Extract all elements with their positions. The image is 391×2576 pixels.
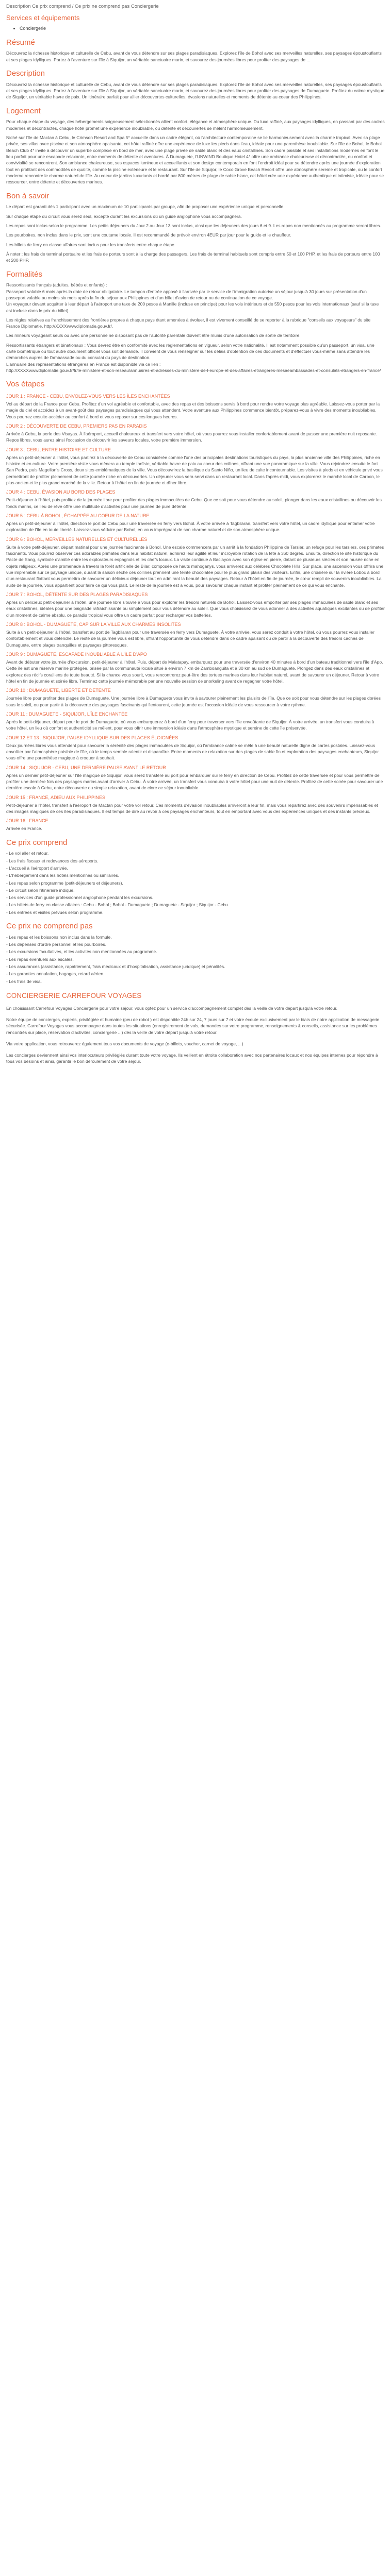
services-title: Services et équipements (6, 13, 80, 22)
description-title: Description (6, 69, 45, 78)
day-title: JOUR 12 ET 13 : SIQUIJOR, PAUSE IDYLLIQUE SUR DES PLAGES ÉLOIGNÉES (6, 735, 178, 740)
day-title: JOUR 4 : CEBU, ÉVASION AU BORD DES PLAGES (6, 489, 116, 495)
day-title: JOUR 6 : BOHOL, MERVEILLES NATURELLES ET CULTURELLES (6, 536, 148, 542)
bon-a-savoir-paragraph: Les pourboires, non inclus dans le prix, sont une coutume locale. Il est recommandé de prévoir environ 4EUR par jour pour le guide et le chauffeur. (6, 232, 291, 238)
day-text: Vol au départ de la France pour Cebu. Profitez d'un vol agréable et confortable, avec des repas et des boissons servis à bord pour rendre votre voyage plus agréable. Laissez-vous porter par la magie du ciel et accédez à un avant-goût des paysages paradisiaques qui vous attendent. Votre aventure aux Philippines commence bientôt, préparez-vous à vivre des moments inoubliables. Vous pourrez ensuite accéder au confort à bord et vous reposer sur ces longues heures. (6, 401, 380, 419)
list-item: - Les garanties annulation, bagages, retard aérien. (6, 971, 105, 977)
day-title: JOUR 5 : CEBU À BOHOL, ÉCHAPPÉE AU COEUR DE LA NATURE (6, 513, 150, 519)
conciergerie-block (6, 1005, 385, 1065)
formalites-block (6, 282, 385, 374)
services-list (6, 25, 385, 32)
resume-title: Résumé (6, 38, 35, 47)
day-text: Après un petit-déjeuner à l'hôtel, direction le port de Cebu pour une traversée en ferry vers Bohol. À votre arrivée à Tagbilaran, transfert vers votre hôtel, un cadre idyllique pour entamer votre exploration de l'île en toute liberté. Laissez-vous séduire par Bohol, en vous imprégnant de son charme naturel et de son atmosphère unique. (6, 521, 375, 533)
formalites-title: Formalités (6, 269, 43, 279)
logement-block (6, 118, 385, 185)
day-text: Avant de débuter votre journée d'excursion, petit-déjeuner à l'hôtel. Puis, départ de Malatapay, embarquez pour une traversée d'environ 40 minutes à bord d'un bateau traditionnel vers l'île d'Apo. Cette île est une réserve marine protégée, prisée par la communauté locale situé à environ 7 km de Zamboanguita et à 30 km au sud de Dumaguete. Plongez dans des eaux cristallines et explorez des récifs coralliens de toute beauté. Si la chance vous sourit, vous rencontrerez peut-être des tortues marines dans leur habitat naturel, avant de savourer un déjeuner. Retour à votre hôtel en fin de journée et soirée libre. Terminez cette journée mémorable par une nouvelle session de snorkeling avant de regagner votre hôtel. (6, 659, 383, 684)
logement-paragraph: Niché sur l'île de Mactan à Cebu, le Crimson Resort and Spa 5* accueille dans un cadre élégant, où l'architecture contemporaine se lie harmonieusement avec la charme tropical. Avec sa plage privée, ses villas avec piscine et son atmosphère apaisante, cet hôtel raffiné offre une expérience de luxe les pieds dans l'eau, idéale pour une parenthèse inoubliable. Sur l'île de Bohol, le Bohol Beach Club 4* invite à découvrir un superbe complexe en bord de mer, avec une plage privée de sable blanc et des eaux cristallines. Son cadre paisible et ses installations modernes en font le lieu parfait pour une escapade relaxante, entre moments de détente et aventures. À Dumaguete, l'UNWIND Boutique Hotel 4* offre une ambiance chaleureuse et décontractée, ou confort et convivialité se rencontrent. Son ambiance chaleureuse, ses espaces lumineux et accueillants et son design contemporain en font l'endroit idéal pour se détendre après une journée d'exploration tout en profitant des commodités de qualité, comme la piscine extérieure et le restaurant. Sur l'île de Siquijor, le Coco Grove Beach Resort offre une atmosphère sereine et tropicale, ou le confort moderne rencontre le charme naturel de l'île. Au coeur de jardins luxuriants et bordé par 800 mètres de plage de sable blanc, cet hôtel crée une expérience authentique et intimiste, idéale pour se ressourcer, entre détente et découvertes marines. (6, 135, 384, 185)
ce-prix-ne-comprend-pas-title: Ce prix ne comprend pas (6, 922, 93, 931)
bon-a-savoir-title: Bon à savoir (6, 191, 50, 200)
conciergerie-paragraph: Les concierges deviennent ainsi vos interlocuteurs privilégiés durant toute votre voyage. Ils veillent en étroite collaboration avec nos partenaires locaux et nos équipes internes pour répondre à tous vos besoins et ainsi, garantir le bon déroulement de votre séjour. (6, 1053, 378, 1064)
description-text: Découvrez la richesse historique et culturelle de Cebu, avant de vous détendre sur ses plages paradisiaques. Explorez l'île de Bohol avec ses merveilles naturelles, ses paysages époustouflants et ses plages idylliques. Partez à l'aventure sur l'île à Siquijor, un véritable sanctuaire marin, et savourez des journées libres pour profiter des paysages de Dumaguete. Profitez du calme mystique de Siquijor, un véritable havre de paix. Un itinéraire parfait pour allier découvertes culturelles, évasions naturelles et moments de détente au coeur des Philippines. (6, 81, 385, 100)
day-title: JOUR 2 : DÉCOUVERTE DE CEBU, PREMIERS PAS EN PARADIS (6, 423, 147, 429)
day-title: JOUR 3 : CEBU, ENTRE HISTOIRE ET CULTURE (6, 447, 111, 452)
tab-line: Description Ce prix comprend / Ce prix ne comprend pas Conciergerie (6, 4, 159, 9)
day-title: JOUR 11 : DUMAGUETE - SIQUIJOR, L'ÎLE ENCHANTÉE (6, 711, 128, 717)
list-item: - Les services d'un guide professionnel anglophone pendant les excursions. (6, 895, 154, 901)
ce-prix-ne-comprend-pas-list (6, 934, 385, 985)
list-item: - Les repas et les boissons non inclus dans la formule. (6, 934, 112, 940)
list-item: - Les assurances (assistance, rapatriement, frais médicaux et d'hospitalisation, assistance juridique) et pénalités. (6, 964, 225, 970)
bon-a-savoir-block (6, 204, 385, 263)
resume-text: Découvrez la richesse historique et culturelle de Cebu, avant de vous détendre sur ses plages paradisiaques. Explorez l'île de Bohol avec ses merveilles naturelles, ses paysages époustouflants et ses plages idylliques. Partez à l'aventure sur l'île à Siquijor, un véritable sanctuaire marin, et savourez des journées libres pour profiter des paysages de ... (6, 50, 382, 62)
formalites-paragraph: Ressortissants étrangers et binationaux : Vous devrez être en conformité avec les réglementations en vigueur, selon votre nationalité. Il est notamment possible qu'un passeport, un visa, une carte biométrique ou tout autre document officiel vous soit demandé. Il convient de vous renseigner sur les délais d'obtention de ces documents et d'effectuer vous-même sans attendre les démarches auprès de l'ambassade ou du consulat du pays de destination. L'annuaire des représentations étrangères en France est disponible via ce lien : http://XXXXwwwdiplomatie.gouv.fr/fr/le-ministere-et-son-reseau/annuaires-et-adresses-du-ministere-de-l-europe-et-des-affaires-etrangeres-mesaeambassades-et-consulats-etrangers-en-france/ (6, 342, 381, 374)
list-item: - L'accueil à l'aéroport d'arrivée. (6, 865, 68, 871)
day-text: Deux journées libres vous attendent pour savourer la sérénité des plages immaculées de Siquijor, où l'ambiance calme se mêle à une beauté naturelle digne de cartes postales. Laissez-vous envoûter par l'atmosphère paisible de l'île, où le temps semble ralentir et disparaître. Entre moments de relaxation sur des plages de sable fin et exploration des paysages enchanteurs, Siquijor vous offre une parenthèse magique à croquer à souhait. (6, 742, 379, 761)
formalites-paragraph: Les règles relatives au franchissement des frontières propres à chaque pays étant amenées à évoluer, il est vivement conseillé de se reporter à la rubrique "conseils aux voyageurs" du site France Diplomatie, http://XXXXwwwdiplomatie.gouv.fr/. (6, 317, 371, 329)
formalites-paragraph: Ressortissants français (adultes, bébés et enfants) : Passeport valable 6 mois après la date de retour obligatoire. Le tampon d'entrée apposé à l'arrivée par le service de l'immigration autorise un séjour jusqu'à 30 jours sur présentation d'un passeport valable au moins six mois après la fin du séjour aux Philippines et d'un billet d'avion de retour ou de continuation de ce voyage. Un voyageur devant acquitter à leur départ à l'aéroport une taxe de 200 pesos à Manille (incluse en principe) pour les vols intérieurs et de 550 pesos pour les vols internationaux (sauf si la taxe est incluse dans le prix du billet). (6, 282, 379, 313)
bon-a-savoir-paragraph: À noter : les frais de terminal portuaire et les frais de porteurs sont à la charge des passagers. Les frais de terminal habituels sont compris entre 50 et 100 PHP, et les frais de porteurs entre 100 et 200 PHP. (6, 251, 380, 263)
day-text: Après un dernier petit-déjeuner sur l'île magique de Siquijor, vous serez transféré au port pour embarquer sur le ferry en direction de Cebu. Profitez de cette traversée et pour vous permettre de profiter une dernière fois des paysages marins avant d'arriver à Cebu. À votre arrivée, un transfert vous conduira à votre hôtel pour une nuit de détente. Profitez de cette soirée pour savourer une dernière escale à Cebu, entre découverte ou simple relaxation, avant de clore ce séjour inoubliable. (6, 772, 383, 791)
day-text: Petit-déjeuner à l'hôtel, puis profitez de la journée libre pour profiter des plages immaculées de Cebu. Que ce soit pour vous détendre au soleil, plonger dans les eaux cristallines ou découvrir les fonds marins, ce lieu de rêve offre une multitude d'activités pour une journée de pure détente. (6, 497, 382, 509)
bon-a-savoir-paragraph: Sur chaque étape du circuit vous serez seul, excepté durant les excursions où un guide anglophone vous accompagnera. (6, 213, 242, 219)
list-item: - Les frais de visa. (6, 978, 42, 984)
services-item: • Conciergerie (20, 25, 385, 32)
conciergerie-title: CONCIERGERIE CARREFOUR VOYAGES (6, 992, 142, 1000)
logement-title: Logement (6, 106, 41, 115)
day-title: JOUR 1 : FRANCE - CEBU, ENVOLEZ-VOUS VERS LES ÎLES ENCHANTÉES (6, 394, 170, 399)
conciergerie-paragraph: En choisissant Carrefour Voyages Conciergerie pour votre séjour, vous optez pour un service d'accompagnement complet dès la veille de votre départ jusqu'à votre retour. (6, 1005, 338, 1011)
list-item: - Les dépenses d'ordre personnel et les pourboires. (6, 942, 106, 947)
itinerary (6, 393, 385, 832)
day-title: JOUR 16 : FRANCE (6, 818, 48, 824)
list-item: - L'hébergement dans les hôtels mentionnés ou similaires. (6, 873, 119, 878)
day-text: Suite à votre petit-déjeuner, départ matinal pour une journée fascinante à Bohol. Une escale commencera par un arrêt à la fondation Philippine de Tarsier, un refuge pour les tarsiers, ces primates fascinants. Vous pourrez observer ces adorables primates dans leur habitat naturel, admirez leur agilité et leur incroyable rotation de la tête à 360 degrés. Ensuite, direction le site historique du Pacte de Sang, symbole d'amitié entre les explorateurs espagnols et les chefs locaux. La visite continue à Baclayon avec son église en pierre, datant de plusieurs siècles et son musée riche en objets religieux. Après une promenade à travers la forêt artificielle de Bilar, composée de hauts mahoganys, vous arriverez aux célèbres Chocolate Hills. Sur place, une ascension vous offrira une vue imprenable sur ce paysage unique, durant la saison sèche ces collines prennent une teinte chocolatée pour le plus grand plaisir des visiteurs. Enfin, une croisière sur la rivière Loboc à bord d'un restaurant flottant vous permettra de savourer un délicieux déjeuner tout en admirant la beauté des paysages. Retour à l'hôtel en fin de journée, le cœur rempli de souvenirs inoubliables. La suite de la journée, vous appartient pour faire ce qui vous plaît. Le reste de la journée est à vous, pour savourer chaque instant et profiter pleinement de ce qui vous enchante. (6, 544, 384, 588)
day-text: Après un petit-déjeuner à l'hôtel, vous partirez à la découverte de Cebu considérée comme l'une des principales destinations touristiques du pays, la plus ancienne ville des Philippines, riche en histoire et en culture. Votre première visite vous mènera au temple taoïste, véritable havre de paix au coeur des collines, offrant une vue panoramique sur la ville. Vous rejoindrez ensuite le fort San Pedro, puis Magellan's Cross, deux sites emblématiques de la ville. Vous découvrirez la basilique du Santo Niño, un lieu de culte incontournable. Les visites à pieds et en véhicule privé vous permettront de profiter pleinement de cette journée riche en découvertes. Un déjeuner vous sera servi dans un restaurant local. Dans l'après-midi, vous explorerez le marché local de Carbon, le plus ancien et le plus grand marché de la ville. Retour à l'hôtel en fin de journée et dîner libre. (6, 454, 383, 486)
day-text: Arrivée en France. (6, 826, 42, 832)
list-item: - Les repas éventuels aux escales. (6, 956, 74, 962)
day-title: JOUR 15 : FRANCE, ADIEU AUX PHILIPPINES (6, 794, 106, 800)
list-item: - Le circuit selon l'itinéraire indiqué. (6, 887, 75, 893)
bon-a-savoir-paragraph: Les billets de ferry en classe affaires sont inclus pour les transferts entre chaque étape. (6, 242, 176, 247)
list-item: - Les billets de ferry en classe affaires : Cebu - Bohol ; Bohol - Dumaguete ; Dumaguete - Siquijor ; Siquijor - Cebu. (6, 902, 230, 908)
day-title: JOUR 8 : BOHOL - DUMAGUETE, CAP SUR LA VILLE AUX CHARMES INSOLITES (6, 621, 181, 627)
day-text: Après le petit-déjeuner, départ pour le port de Dumaguete, où vous embarquerez à bord d'un ferry pour traverser vers l'île envoûtante de Siquijor. À votre arrivée, un transfert vous conduira à votre hôtel, un lieu où confort et authenticité se mêlent, pour vous offrir une immersion idéale dans l'atmosphère mystique et sereine de cette île préservée. (6, 719, 374, 731)
day-title: JOUR 7 : BOHOL, DÉTENTE SUR DES PLAGES PARADISIAQUES (6, 591, 148, 597)
logement-paragraph: Pour chaque étape du voyage, des hébergements soigneusement sélectionnés allient confort, élégance et atmosphère unique. Du luxe raffiné, aux paysages idylliques, en passant par des cadres modernes et décontractés, chaque hôtel promet une expérience inoubliable, ou détente et découvertes se mêlent harmonieusement. (6, 119, 385, 131)
day-text: Suite à un petit-déjeuner à l'hôtel, transfert au port de Tagbilaran pour une traversée en ferry vers Dumaguete. À votre arrivée, vous serez conduit à votre hôtel, où vous pourrez vous installer confortablement et vous détendre. Le reste de la journée vous est libre, offrant l'opportunité de vous détendre dans ce cadre apaisant ou de partir à la découverte des trésors cachés de Dumaguete, entre plages tranquilles et paysages pittoresques. (6, 629, 374, 648)
day-text: Après un délicieux petit-déjeuner à l'hôtel, une journée libre s'ouvre à vous pour explorer les trésors naturels de Bohol. Laissez-vous emporter par ses plages immaculées de sable blanc et ses eaux cristallines, idéales pour une baignade rafraîchissante ou simplement pour vous détendre au soleil. Que vous choisissiez de vous adonner à des activités aquatiques excitantes ou de profiter d'un moment de calme absolu, ce paradis tropical vous offre un cadre parfait pour recharger vos batteries. (6, 599, 385, 618)
page (0, 0, 391, 1075)
bon-a-savoir-paragraph: Le départ est garanti dès 1 participant avec un maximum de 10 participants par groupe, afin de proposer une expérience unique et personnelle. (6, 204, 285, 210)
list-item: - Les excursions facultatives, et les activités non mentionnées au programme. (6, 949, 157, 955)
formalites-paragraph: Les mineurs voyageant seuls ou avec une personne ne disposant pas de l'autorité parentale doivent être munis d'une autorisation de sortie de territoire. (6, 333, 301, 338)
day-text: Petit-déjeuner à l'hôtel, transfert à l'aéroport de Mactan pour votre vol retour. Ces moments d'évasion inoubliables arriveront à leur fin, mais vous repartirez avec des souvenirs impérissables et des images magiques de ces îles paradisiaques. Il est temps de dire au revoir à ces paysages enchanteurs, tout en emportant avec vous des expériences uniques et des instants précieux. (6, 802, 378, 814)
day-title: JOUR 9 : DUMAGUETE, ESCAPADE INOUBLIABLE À L'ÎLE D'APO (6, 651, 147, 657)
vos-etapes-title: Vos étapes (6, 380, 45, 389)
day-text: Arrivée à Cebu, la perle des Visayas. À l'aéroport, accueil chaleureux et transfert vers votre hôtel, où vous pourrez vous installer confortablement avant de passer une première nuit reposante. Repos libres, vous aurez ainsi l'occasion de découvrir les saveurs locales, votre première immersion. (6, 431, 377, 443)
list-item: - Les frais fiscaux et redevances des aéroports. (6, 858, 99, 863)
day-title: JOUR 10 : DUMAGUETE, LIBERTÉ ET DÉTENTE (6, 688, 111, 693)
day-text: Journée libre pour profiter des plages de Dumaguete. Une journée libre à Dumaguete vous invite à savourer pleinement les plaisirs de l'île. Que ce soit pour vous détendre sur les plages dorées sous le soleil, ou pour partir à la découverte des paysages fascinants qui l'entourent, cette journée est l'occasion idéale de vous ressourcer à votre rythme. (6, 696, 381, 707)
conciergerie-paragraph: Via votre application, vous retrouverez également tous vos documents de voyage (e-billets, voucher, carnet de voyage, ...) (6, 1041, 243, 1046)
ce-prix-comprend-list (6, 850, 385, 916)
bon-a-savoir-paragraph: Les repas sont inclus selon le programme. Les petits déjeuners du Jour 2 au Jour 13 sont inclus, ainsi que les déjeuners des jours 6 et 9. Les repas non mentionnés au programme seront libres. (6, 223, 381, 228)
list-item: - Les entrées et visites prévues selon programme. (6, 909, 104, 915)
day-title: JOUR 14 : SIQUIJOR - CEBU, UNE DERNIÈRE PAUSE AVANT LE RETOUR (6, 765, 166, 770)
ce-prix-comprend-title: Ce prix comprend (6, 838, 68, 847)
conciergerie-paragraph: Notre équipe de concierges, experts, privilégiée et humaine (peu de robot ) est disponible 24h sur 24, 7 jours sur 7 et votre écoute exclusivement par le biais de notre application de messagerie sécurisée. Carrefour Voyages vous accompagne dans toutes les situations (enregistrement de vols, demandes sur votre programme, renseignements & conseils, assistance sur les problèmes rencontrés sur place, réservation d'activités, conciergerie ...) dès la veille de votre départ jusqu'à votre retour. (6, 1016, 380, 1035)
list-item: - Le vol aller et retour. (6, 851, 49, 856)
list-item: - Les repas selon programme (petit-déjeuners et déjeuners). (6, 880, 123, 886)
